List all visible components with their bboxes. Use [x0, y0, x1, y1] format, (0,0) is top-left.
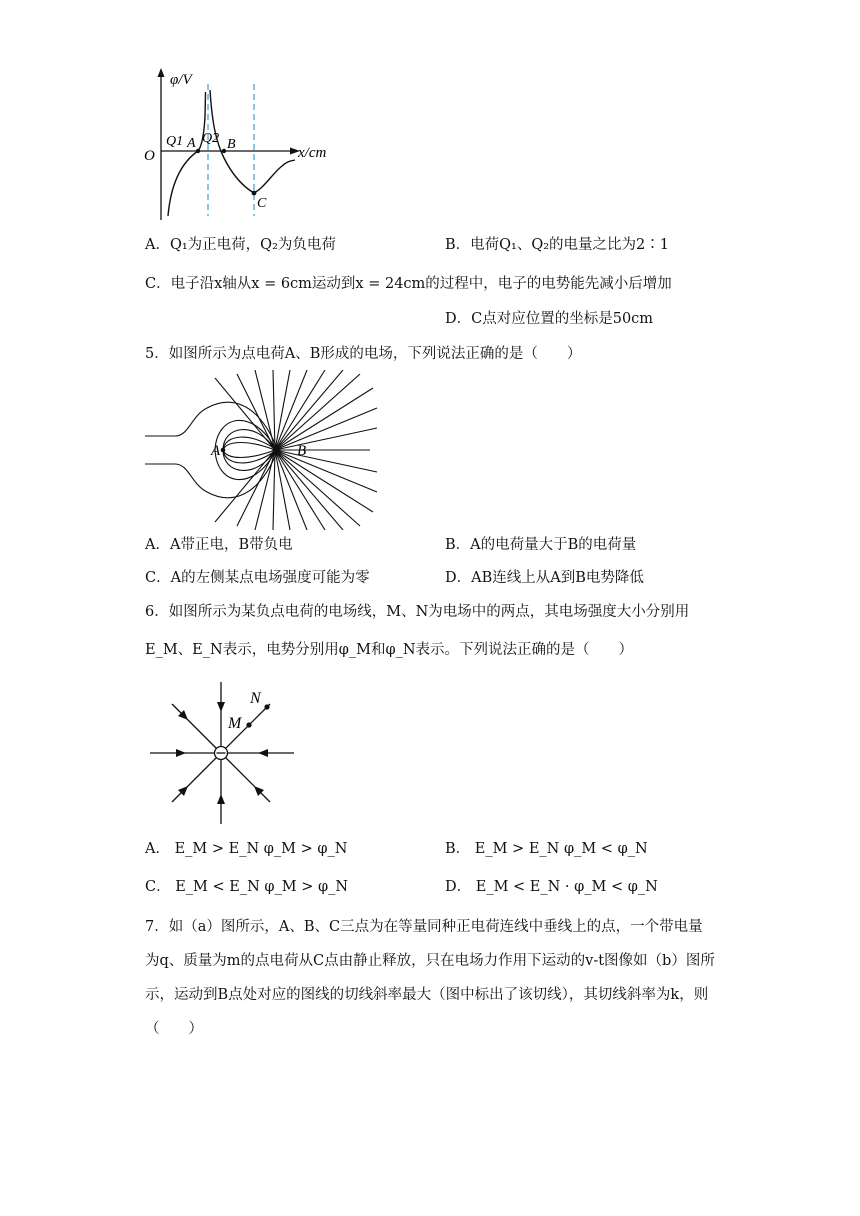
option-prefix: C．: [145, 276, 171, 292]
q4-option-a: [145, 235, 336, 255]
point-m-label: M: [228, 715, 242, 732]
option-prefix: B．: [445, 237, 471, 253]
option-text: C点对应位置的坐标是50cm: [471, 311, 654, 327]
point-c-label: C: [257, 196, 267, 211]
y-axis-label: φ/V: [170, 72, 192, 88]
x-axis-label: x/cm: [298, 145, 327, 161]
q6-option-c: C． E_M < E_N φ_M > φ_N: [145, 879, 349, 895]
charge-a-label: A: [211, 443, 221, 459]
q6-option-b: B． E_M > E_N φ_M < φ_N: [445, 841, 648, 857]
charge-b-label: B: [297, 443, 307, 459]
q4-option-c: [145, 274, 672, 294]
field-lines-figure-ab: [145, 370, 380, 530]
point-n-label: N: [250, 690, 261, 707]
q5-option-c: C．A的左侧某点电场强度可能为零: [145, 570, 370, 586]
q5-stem: 5．如图所示为点电荷A、B形成的电场，下列说法正确的是（ ）: [145, 346, 582, 362]
q6-stem-line2: E_M、E_N表示，电势分别用φ_M和φ_N表示。下列说法正确的是（ ）: [145, 642, 634, 658]
q7-stem: 7．如（a）图所示，A、B、C三点为在等量同种正电荷连线中垂线上的点，一个带电量为q、质量为m的点电荷从C点由静止释放，只在电场力作用下运动的v-t图像如（b）图所示，运动到B点处对应的图线的切线斜率最大（图中标出了该切线），其切线斜率为k，则（ ）: [145, 919, 715, 1037]
potential-graph-figure: [140, 62, 340, 222]
option-prefix: D．: [445, 311, 472, 327]
point-a-label: A: [187, 136, 196, 151]
q4-option-b: [445, 235, 669, 255]
q6-option-a: A． E_M > E_N φ_M > φ_N: [145, 841, 348, 857]
q6-option-d: D． E_M < E_N · φ_M < φ_N: [445, 879, 658, 895]
q1-label: Q1: [166, 134, 184, 149]
q4-option-d: [445, 309, 653, 329]
option-text: 电荷Q₁、Q₂的电量之比为2∶1: [470, 237, 670, 253]
q5-option-a: A．A带正电，B带负电: [145, 537, 293, 553]
negative-charge-field-figure: [148, 678, 298, 828]
option-prefix: A．: [145, 237, 170, 253]
option-text: 电子沿x轴从x = 6cm运动到x = 24cm的过程中，电子的电势能先减小后增加: [170, 276, 672, 292]
option-text: Q₁为正电荷，Q₂为负电荷: [169, 237, 336, 253]
origin-label: O: [144, 148, 155, 164]
q6-stem-line1: 6．如图所示为某负点电荷的电场线，M、N为电场中的两点，其电场强度大小分别用: [145, 604, 690, 620]
q5-option-b: B．A的电荷量大于B的电荷量: [445, 537, 637, 553]
q2-label: Q2: [202, 131, 220, 146]
point-b-label: B: [227, 137, 236, 152]
q5-option-d: D．AB连线上从A到B电势降低: [445, 570, 644, 586]
